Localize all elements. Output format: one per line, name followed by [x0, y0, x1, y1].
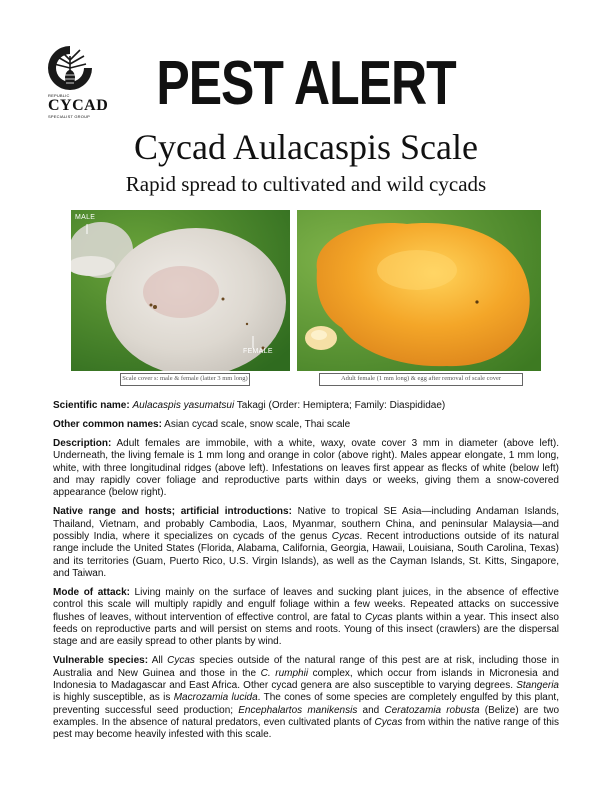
mode-of-attack-genus: Cycas	[364, 611, 393, 623]
vulnerable-text-1: All	[148, 655, 168, 667]
vulnerable-genus-1: Cycas	[167, 655, 195, 667]
mode-of-attack-text-2: plants within a year. This insect also feeds on reproductive parts and will persist on stems and roots. Young of this insect (crawlers) are the dispersal stage and are easily spread to other plants by wind.	[53, 611, 559, 648]
common-names-paragraph	[53, 419, 559, 431]
cycad-logo-icon	[46, 44, 94, 92]
native-range-heading: Native range and hosts; artificial introductions:	[53, 506, 292, 518]
scientific-name-heading: Scientific name:	[53, 400, 130, 411]
logo-cycad-text: CYCAD	[48, 97, 109, 114]
logo-group-text: SPECIALIST GROUP	[48, 114, 91, 119]
left-photo-caption: Scale cover s: male & female (latter 3 mm long)	[120, 373, 250, 386]
male-label: MALE	[75, 214, 96, 221]
native-range-text-1: Native to tropical SE Asia—including Andaman Islands, Thailand, Vietnam, and probably Cambodia, Laos, Myanmar, southern China, and peninsular Malaysia—and possibly India, where it specializes on cycads of the genus	[53, 506, 559, 543]
scientific-name-rest: Takagi (Order: Hemiptera; Family: Diaspididae)	[234, 400, 446, 411]
mode-of-attack-text-1: Living mainly on the surface of leaves and sucking plant juices, in the absence of effective control this scale will multiply rapidly and engulf foliage within a few weeks. Repeated attacks on successive flushes of leaves, without intervention of effective control, are fatal to	[53, 587, 559, 623]
scientific-name-paragraph	[53, 400, 559, 412]
native-range-genus: Cycas	[331, 531, 360, 543]
vulnerable-text-8: from within the native range of this pest may become heavily infested with this scale.	[53, 716, 559, 741]
vulnerable-genus-7: Cycas	[374, 716, 403, 728]
body-text	[53, 400, 559, 748]
vulnerable-species-2: C. rumphii	[260, 667, 309, 679]
document-title: Cycad Aulacaspis Scale	[134, 127, 478, 167]
native-range-paragraph	[53, 506, 559, 580]
vulnerable-text-6: and	[357, 704, 385, 716]
vulnerable-species-4: Macrozamia lucida	[173, 692, 258, 704]
vulnerable-text-2: species outside of the natural range of this pest are at risk, including those in Australia and New Guinea and those in the	[53, 655, 560, 679]
description-text: Adult females are immobile, with a white, waxy, ovate cover 3 mm in diameter (above left). Underneath, the living female is 1 mm long and orange in color (above right). Males appear elongate, 1 mm long, white, with three longitudinal ridges (above left). Infestations on leaves first appear as flecks of white (below left) and may rapidly cover foliage and reproductive parts within days or weeks, giving them a snow-covered appearance (below right).	[53, 438, 559, 499]
common-names-text: Asian cycad scale, snow scale, Thai scale	[161, 419, 351, 431]
document-subtitle: Rapid spread to cultivated and wild cycads	[125, 172, 487, 196]
scale-covers-photo	[71, 210, 290, 371]
vulnerable-species-5: Encephalartos manikensis	[238, 704, 358, 716]
native-range-text-2: . Recent introductions outside of its natural range include the United States (Florida, Alabama, California, Georgia, Hawaii, Louisiana, South Carolina, Texas) and its territories (Guam, Puerto Rico, U.S. Virgin Islands), as well as the Cayman Islands, St. Kitts, Singapore, and Taiwan.	[53, 531, 559, 579]
mode-of-attack-heading: Mode of attack:	[53, 587, 130, 599]
cycad-specialist-group-logo	[46, 44, 109, 120]
logo-republic-text: REPUBLIC	[48, 93, 70, 98]
vulnerable-text-7: (Belize) are two examples. In the absence of natural predators, even cultivated plants of	[53, 704, 560, 728]
description-paragraph	[53, 438, 559, 499]
vulnerable-text-4: is highly susceptible, as is	[53, 692, 174, 704]
vulnerable-species-6: Ceratozamia robusta	[384, 704, 480, 716]
vulnerable-text-3: complex, which occur from islands in Micronesia and Indonesia to Madagascar and East Africa. Other cycad genera are also susceptible to varying degrees.	[53, 667, 559, 691]
vulnerable-genus-3: Stangeria	[516, 679, 559, 691]
vulnerable-species-heading: Vulnerable species:	[53, 655, 149, 667]
description-heading: Description:	[53, 438, 112, 450]
female-label: FEMALE	[243, 348, 273, 355]
vulnerable-text-5: . The cones of some species are completely engulfed by this plant, preventing successful seed production;	[53, 692, 559, 716]
mode-of-attack-paragraph	[53, 587, 559, 648]
pest-alert-heading: PEST ALERT	[156, 47, 456, 118]
right-photo-caption: Adult female (1 mm long) & egg after removal of scale cover	[319, 373, 523, 386]
scientific-name-value: Aulacaspis yasumatsui	[132, 400, 235, 411]
common-names-heading: Other common names:	[53, 419, 162, 431]
vulnerable-species-paragraph	[53, 655, 559, 741]
adult-female-photo	[297, 210, 541, 371]
